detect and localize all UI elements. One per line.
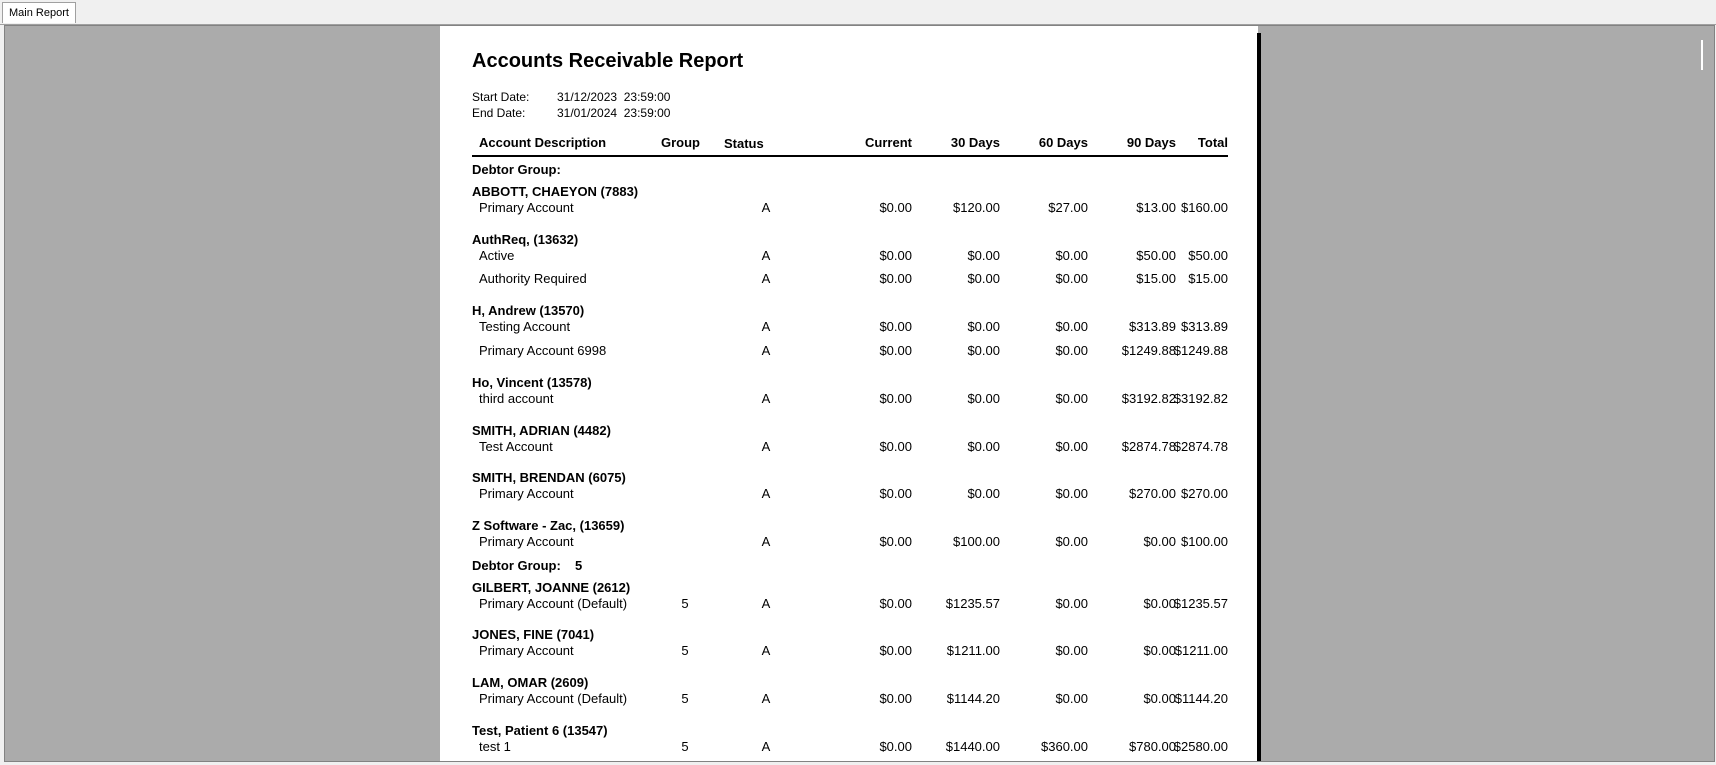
account-total: $1144.20	[1174, 691, 1228, 706]
tab-main-report[interactable]: Main Report	[2, 2, 76, 23]
account-d90: $1249.88	[1121, 343, 1176, 358]
account-current: $0.00	[879, 391, 912, 406]
account-description: Test Account	[479, 439, 553, 454]
account-current: $0.00	[879, 691, 912, 706]
account-d60: $0.00	[1055, 343, 1088, 358]
account-total: $270.00	[1181, 486, 1228, 501]
header-current: Current	[865, 135, 912, 150]
debtor-name: SMITH, BRENDAN (6075)	[472, 470, 626, 485]
account-status: A	[761, 200, 771, 215]
account-d30: $1235.57	[945, 596, 1000, 611]
debtor-name: Test, Patient 6 (13547)	[472, 723, 608, 738]
account-status: A	[761, 391, 771, 406]
account-d60: $0.00	[1055, 319, 1088, 334]
account-d90: $0.00	[1143, 643, 1176, 658]
debtor-name: GILBERT, JOANNE (2612)	[472, 580, 631, 595]
account-description: Primary Account 6998	[479, 343, 607, 358]
end-date-label: End Date:	[472, 106, 526, 120]
account-d90: $13.00	[1136, 200, 1176, 215]
account-d60: $360.00	[1041, 739, 1088, 754]
account-d90: $3192.82	[1121, 391, 1176, 406]
account-d60: $0.00	[1055, 391, 1088, 406]
account-d30: $100.00	[953, 534, 1000, 549]
account-current: $0.00	[879, 343, 912, 358]
account-group: 5	[681, 691, 689, 706]
account-d90: $0.00	[1143, 691, 1176, 706]
account-status: A	[761, 643, 771, 658]
account-total: $1235.57	[1173, 596, 1228, 611]
debtor-group-label: Debtor Group:	[472, 558, 561, 573]
account-status: A	[761, 248, 771, 263]
account-current: $0.00	[879, 271, 912, 286]
account-status: A	[761, 534, 771, 549]
account-d90: $15.00	[1136, 271, 1176, 286]
account-d30: $0.00	[967, 486, 1000, 501]
debtor-name: Z Software - Zac, (13659)	[472, 518, 625, 533]
account-status: A	[761, 271, 771, 286]
account-d60: $0.00	[1055, 271, 1088, 286]
account-d90: $2874.78	[1121, 439, 1176, 454]
header-account-description: Account Description	[479, 135, 607, 150]
account-d30: $0.00	[967, 439, 1000, 454]
account-current: $0.00	[879, 439, 912, 454]
account-total: $2580.00	[1173, 739, 1228, 754]
header-status: Status	[724, 136, 764, 151]
header-60-days: 60 Days	[1038, 135, 1088, 150]
debtor-name: LAM, OMAR (2609)	[472, 675, 589, 690]
header-group: Group	[661, 135, 700, 150]
account-d30: $0.00	[967, 248, 1000, 263]
account-group: 5	[681, 596, 689, 611]
account-d90: $0.00	[1143, 534, 1176, 549]
account-d30: $0.00	[967, 271, 1000, 286]
account-d60: $0.00	[1055, 486, 1088, 501]
account-total: $2874.78	[1173, 439, 1228, 454]
report-title: Accounts Receivable Report	[472, 50, 744, 72]
account-total: $3192.82	[1173, 391, 1228, 406]
account-d90: $270.00	[1129, 486, 1176, 501]
account-d90: $0.00	[1143, 596, 1176, 611]
account-current: $0.00	[879, 319, 912, 334]
account-group: 5	[681, 643, 689, 658]
account-d60: $0.00	[1055, 439, 1088, 454]
account-d30: $1211.00	[946, 643, 1000, 658]
account-d60: $0.00	[1055, 596, 1088, 611]
debtor-name: H, Andrew (13570)	[472, 303, 585, 318]
account-current: $0.00	[879, 596, 912, 611]
account-d60: $0.00	[1055, 643, 1088, 658]
account-d30: $0.00	[967, 319, 1000, 334]
account-d90: $50.00	[1136, 248, 1176, 263]
account-status: A	[761, 343, 771, 358]
account-description: Testing Account	[479, 319, 571, 334]
account-status: A	[761, 439, 771, 454]
account-total: $15.00	[1188, 271, 1228, 286]
account-d30: $0.00	[967, 391, 1000, 406]
account-group: 5	[681, 739, 689, 754]
account-description: Primary Account (Default)	[479, 596, 628, 611]
account-description: Primary Account	[479, 200, 574, 215]
account-total: $1211.00	[1174, 643, 1228, 658]
account-description: test 1	[479, 739, 511, 754]
account-current: $0.00	[879, 248, 912, 263]
account-d60: $27.00	[1048, 200, 1088, 215]
account-description: Active	[479, 248, 515, 263]
account-status: A	[761, 486, 771, 501]
account-description: Authority Required	[479, 271, 587, 286]
account-d90: $780.00	[1129, 739, 1176, 754]
report-page	[440, 26, 1258, 761]
header-total: Total	[1197, 135, 1228, 150]
account-d60: $0.00	[1055, 534, 1088, 549]
account-current: $0.00	[879, 534, 912, 549]
header-90-days: 90 Days	[1126, 135, 1176, 150]
account-current: $0.00	[879, 486, 912, 501]
end-date-value: 31/01/2024 23:59:00	[557, 106, 671, 120]
header-divider	[472, 155, 1228, 157]
debtor-name: Ho, Vincent (13578)	[472, 375, 592, 390]
debtor-group-value: 5	[575, 558, 583, 573]
account-current: $0.00	[879, 739, 912, 754]
debtor-name: ABBOTT, CHAEYON (7883)	[472, 184, 639, 199]
page-shadow	[1257, 33, 1261, 761]
account-status: A	[761, 739, 771, 754]
account-d60: $0.00	[1055, 691, 1088, 706]
account-status: A	[761, 596, 771, 611]
debtor-group-label: Debtor Group:	[472, 162, 561, 177]
header-30-days: 30 Days	[950, 135, 1000, 150]
account-total: $100.00	[1181, 534, 1228, 549]
account-total: $1249.88	[1173, 343, 1228, 358]
account-current: $0.00	[879, 200, 912, 215]
account-d90: $313.89	[1129, 319, 1176, 334]
account-description: third account	[479, 391, 554, 406]
account-total: $160.00	[1181, 200, 1228, 215]
debtor-name: JONES, FINE (7041)	[472, 627, 595, 642]
debtor-name: AuthReq, (13632)	[472, 232, 579, 247]
account-description: Primary Account	[479, 534, 574, 549]
start-date-value: 31/12/2023 23:59:00	[557, 90, 671, 104]
account-status: A	[761, 319, 771, 334]
scrollbar-thumb[interactable]	[1701, 40, 1703, 70]
account-description: Primary Account	[479, 643, 574, 658]
account-d30: $0.00	[967, 343, 1000, 358]
debtor-name: SMITH, ADRIAN (4482)	[472, 423, 611, 438]
account-d30: $120.00	[953, 200, 1000, 215]
account-d30: $1144.20	[946, 691, 1000, 706]
account-total: $313.89	[1181, 319, 1228, 334]
account-d30: $1440.00	[945, 739, 1000, 754]
account-description: Primary Account	[479, 486, 574, 501]
vertical-scrollbar[interactable]	[1694, 26, 1710, 761]
report-tab-bar	[0, 0, 1716, 25]
account-total: $50.00	[1188, 248, 1228, 263]
account-current: $0.00	[879, 643, 912, 658]
start-date-label: Start Date:	[472, 90, 530, 104]
account-description: Primary Account (Default)	[479, 691, 628, 706]
account-d60: $0.00	[1055, 248, 1088, 263]
account-status: A	[761, 691, 771, 706]
